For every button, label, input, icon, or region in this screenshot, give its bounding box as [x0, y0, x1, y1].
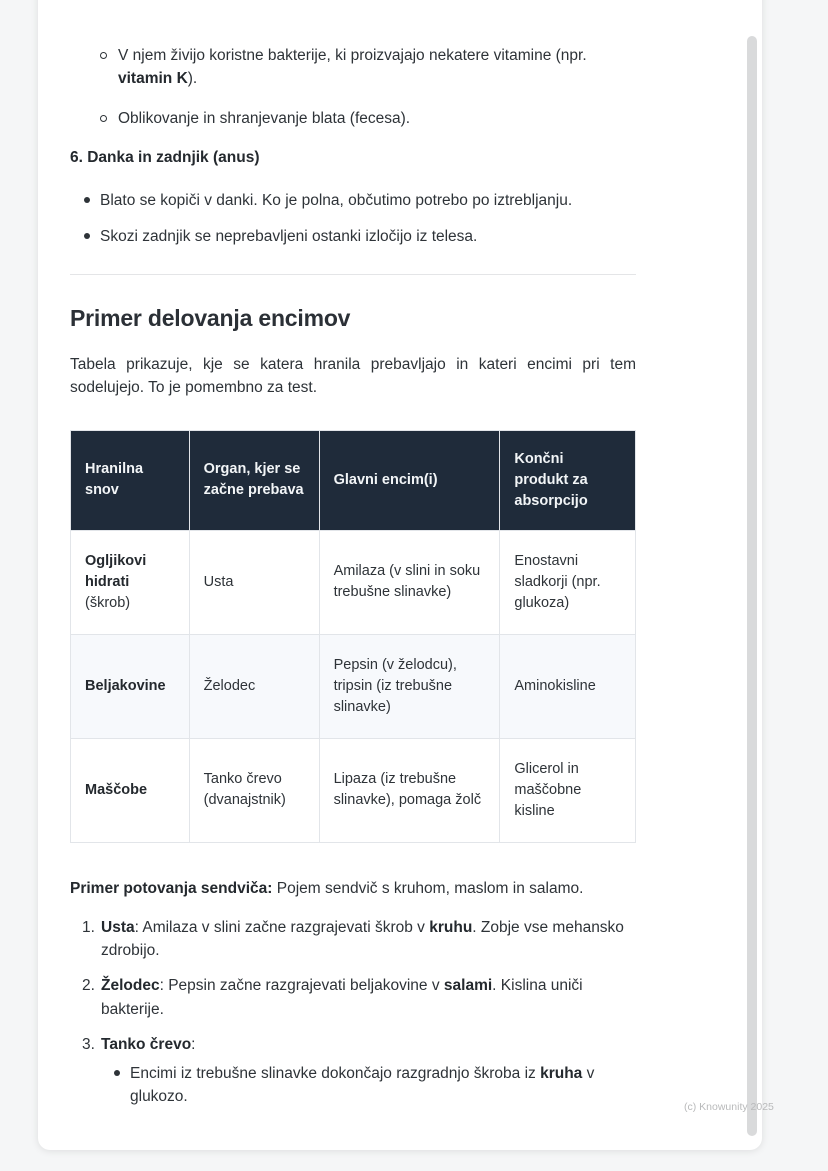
table-cell: Lipaza (iz trebušne slinavke), pomaga žolč [319, 738, 500, 842]
table-cell: Aminokisline [500, 634, 636, 738]
table-cell: Želodec [189, 634, 319, 738]
table-row [71, 530, 636, 634]
document-content [70, 44, 636, 1121]
step-text: Želodec: Pepsin začne razgrajevati beljakovine v salami. Kislina uniči bakterije. [101, 977, 583, 1018]
numbered-steps-list [70, 916, 636, 1109]
list-item [70, 1033, 636, 1109]
watermark: (c) Knowunity 2025 [684, 1101, 774, 1113]
table-cell: Pepsin (v želodcu), tripsin (iz trebušne slinavke) [319, 634, 500, 738]
section-heading-danka: 6. Danka in zadnjik (anus) [70, 148, 260, 166]
list-item: Encimi iz trebušne slinavke dokončajo razgradnjo škroba iz kruha v glukozo. [101, 1062, 636, 1109]
table-header-cell: Organ, kjer se začne prebava [189, 430, 319, 530]
table-cell: Usta [189, 530, 319, 634]
sub-bullet-list [70, 44, 636, 130]
list-item: Blato se kopiči v danki. Ko je polna, občutimo potrebo po iztrebljanju. [70, 189, 636, 212]
table-header-cell: Končni produkt za absorpcijo [500, 430, 636, 530]
divider [70, 274, 636, 275]
step-text: Tanko črevo: [101, 1035, 196, 1053]
scrollbar-thumb[interactable] [747, 36, 757, 1136]
table-cell: Maščobe [71, 738, 190, 842]
list-item [70, 974, 636, 1021]
nested-bullet-list [101, 1062, 636, 1109]
bullet-list [70, 189, 636, 249]
table-intro-paragraph: Tabela prikazuje, kje se katera hranila prebavljajo in kateri encimi pri tem sodelujejo. To je pomembno za test. [70, 356, 636, 397]
page-title: Primer delovanja encimov [70, 304, 351, 331]
document-page [38, 0, 762, 1150]
table-cell: Enostavni sladkorji (npr. glukoza) [500, 530, 636, 634]
table-row [71, 738, 636, 842]
table-header-cell: Glavni encim(i) [319, 430, 500, 530]
table-row [71, 634, 636, 738]
list-item: V njem živijo koristne bakterije, ki proizvajajo nekatere vitamine (npr. vitamin K). [70, 44, 636, 91]
table-cell: Amilaza (v slini in soku trebušne slinavke) [319, 530, 500, 634]
enzymes-table [70, 430, 636, 843]
table-cell: Tanko črevo (dvanajstnik) [189, 738, 319, 842]
list-item [70, 916, 636, 963]
step-text: Usta: Amilaza v slini začne razgrajevati škrob v kruhu. Zobje vse mehansko zdrobijo. [101, 918, 624, 960]
table-cell: Ogljikovi hidrati (škrob) [71, 530, 190, 634]
list-item: Skozi zadnjik se neprebavljeni ostanki izločijo iz telesa. [70, 225, 636, 248]
list-item: Oblikovanje in shranjevanje blata (fecesa). [70, 107, 636, 130]
table-header-row [71, 430, 636, 530]
sandwich-intro-paragraph: Primer potovanja sendviča: Pojem sendvič s kruhom, maslom in salamo. [70, 879, 584, 897]
table-header-cell: Hranilna snov [71, 430, 190, 530]
table-cell: Beljakovine [71, 634, 190, 738]
table-cell: Glicerol in maščobne kisline [500, 738, 636, 842]
